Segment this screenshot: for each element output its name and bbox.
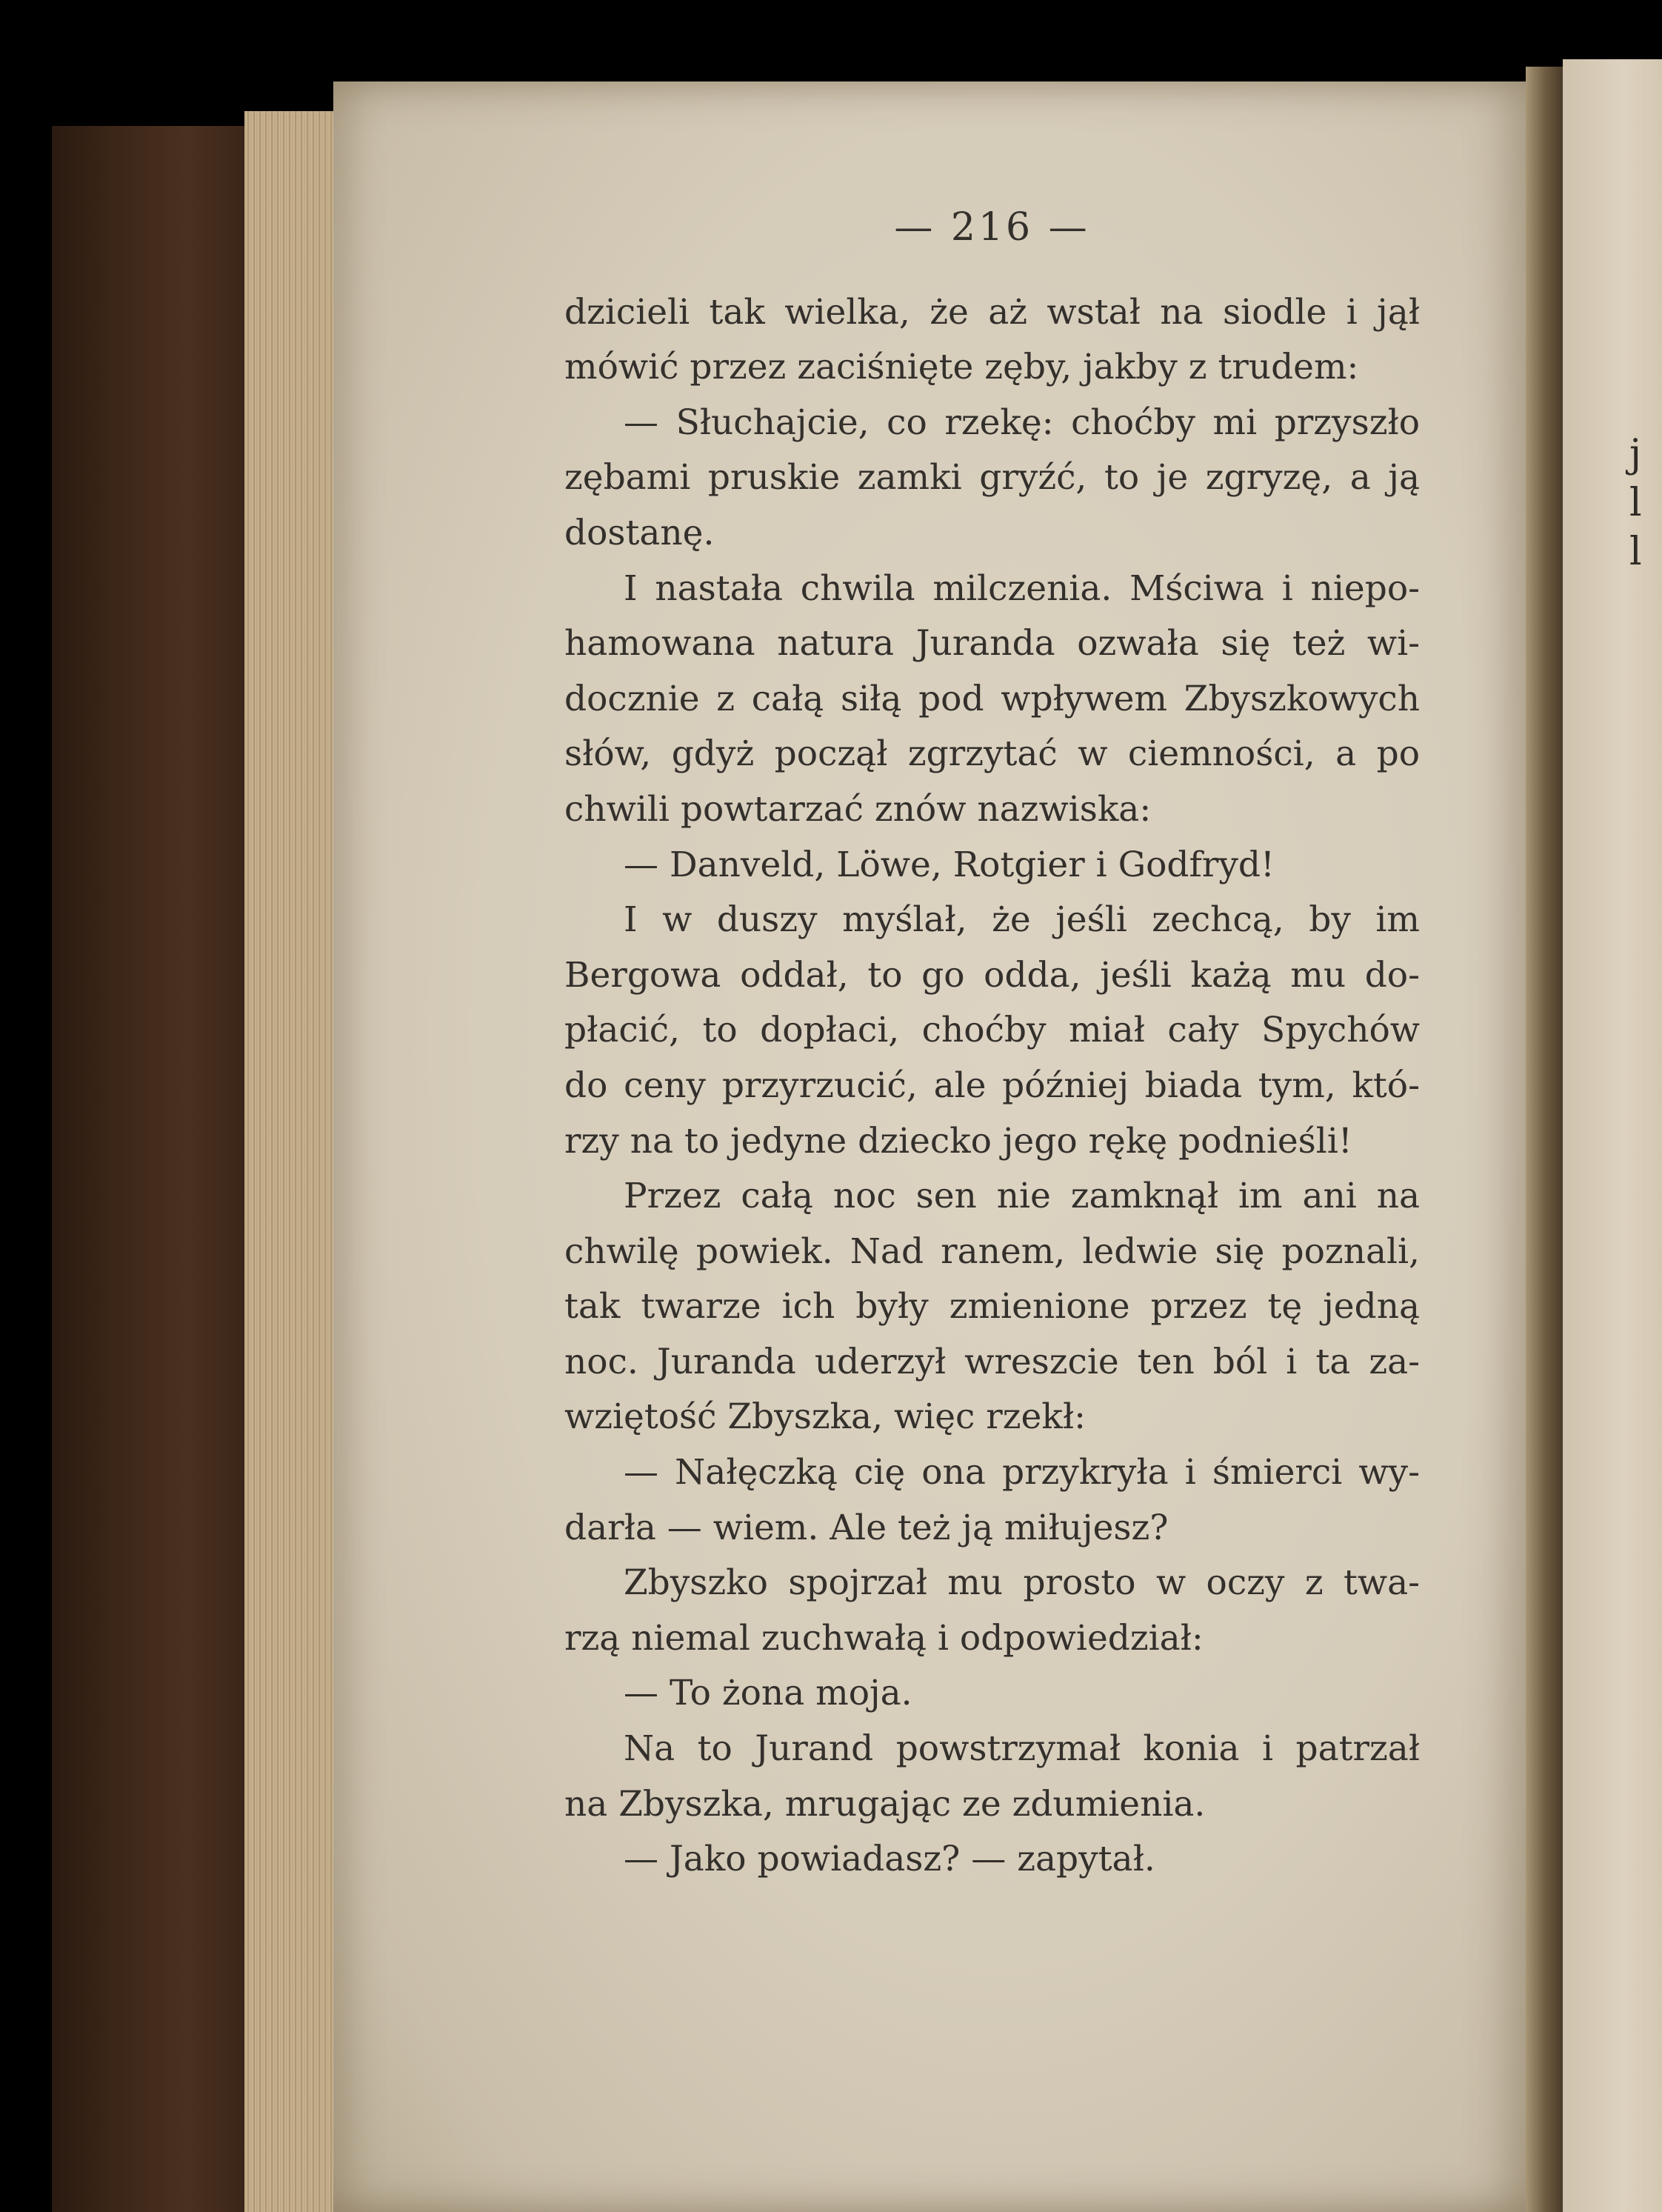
right-page-text-fragments: [1629, 430, 1642, 576]
text-line: docznie z całą siłą pod wpływem Zbyszkowych: [564, 678, 1420, 719]
right-fragment-1: j: [1629, 432, 1642, 476]
text-line: hamowana natura Juranda ozwała się też wi-: [564, 623, 1420, 664]
text-line: rzy na to jedyne dziecko jego rękę podnieśli!: [564, 1120, 1352, 1162]
right-fragment-3: l: [1629, 530, 1642, 574]
text-line: wziętość Zbyszka, więc rzekł:: [564, 1396, 1086, 1438]
text-line: chwilę powiek. Nad ranem, ledwie się poznali,: [564, 1230, 1420, 1272]
right-page-fragment: [1563, 59, 1662, 2212]
text-line: noc. Juranda uderzył wreszcie ten ból i ta za-: [564, 1341, 1420, 1382]
page-number: — 216 —: [894, 205, 1090, 250]
text-line: dzicieli tak wielka, że aż wstał na siodle i jął: [564, 291, 1420, 333]
text-line: rzą niemal zuchwałą i odpowiedział:: [564, 1617, 1204, 1659]
text-line: chwili powtarzać znów nazwiska:: [564, 788, 1152, 830]
text-line: I w duszy myślał, że jeśli zechcą, by im: [624, 899, 1420, 941]
text-line: do ceny przyrzucić, ale później biada tym, któ-: [564, 1065, 1420, 1106]
text-line: mówić przez zaciśnięte zęby, jakby z trudem:: [564, 347, 1359, 388]
text-line: zębami pruskie zamki gryźć, to je zgryzę, a ją: [564, 457, 1420, 499]
page-edges: [244, 111, 341, 2212]
text-line: — Nałęczką cię ona przykryła i śmierci wy-: [624, 1452, 1420, 1493]
text-line: I nastała chwila milczenia. Mściwa i niepo-: [624, 567, 1420, 609]
text-line: słów, gdyż począł zgrzytać w ciemności, a po: [564, 733, 1420, 775]
text-line: dostanę.: [564, 512, 715, 553]
text-line: Przez całą noc sen nie zamknął im ani na: [624, 1176, 1420, 1217]
text-line: Zbyszko spojrzał mu prosto w oczy z twa-: [624, 1562, 1420, 1604]
text-line: darła — wiem. Ale też ją miłujesz?: [564, 1507, 1169, 1548]
text-line: tak twarze ich były zmienione przez tę jedną: [564, 1286, 1420, 1327]
text-line: na Zbyszka, mrugając ze zdumienia.: [564, 1783, 1206, 1825]
text-line: — Jako powiadasz? — zapytał.: [624, 1839, 1155, 1880]
text-line: — Słuchajcie, co rzekę: choćby mi przyszło: [624, 402, 1420, 443]
text-line: — To żona moja.: [624, 1673, 912, 1714]
text-line: Bergowa oddał, to go odda, jeśli każą mu do-: [564, 954, 1420, 996]
text-lines: [564, 285, 1420, 1888]
page-text-block: [564, 200, 1420, 1888]
text-line: — Danveld, Löwe, Rotgier i Godfryd!: [624, 844, 1275, 885]
right-fragment-2: l: [1629, 481, 1642, 525]
text-line: Na to Jurand powstrzymał konia i patrzał: [624, 1728, 1420, 1770]
text-line: płacić, to dopłaci, choćby miał cały Spychów: [564, 1010, 1420, 1051]
